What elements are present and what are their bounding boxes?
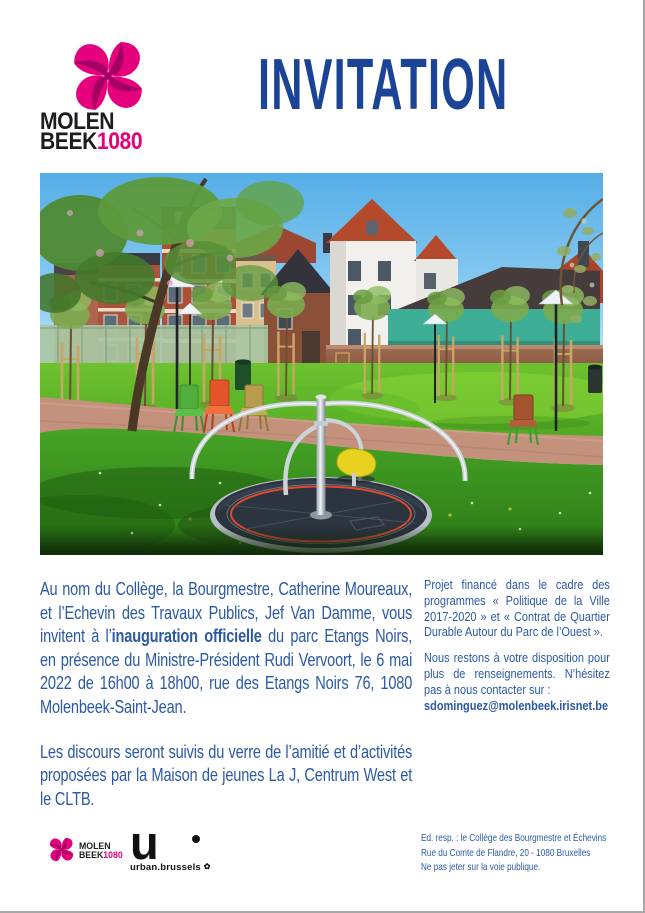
- side-paragraph-funding: Projet financé dans le cadre des programmes « Politique de la Ville 2017-2020 » et « Contrat de Quartier Durable Autour du Parc de l’Ouest ».: [424, 577, 610, 640]
- contact-email[interactable]: sdominguez@molenbeek.irisnet.be: [424, 697, 609, 713]
- paragraph-invitation: Au nom du Collège, la Bourgmestre, Catherine Moureaux, et l’Echevin des Travaux Publics, Jef Van Damme, vous invitent à l’inauguration officielle du parc Etangs Noirs, en présence du Ministre-Président Rudi Vervoort, le 6 mai 2022 de 16h00 à 18h00, rue des Etangs Noirs 76, 1080 Molenbeek-Saint-Jean.: [40, 579, 413, 717]
- logo-line-1: MOLEN: [40, 108, 115, 135]
- footer-pinwheel-icon: [46, 835, 77, 864]
- park-photo: [40, 173, 603, 555]
- iris-icon: ✿: [203, 862, 211, 871]
- footer-imprint: [421, 831, 606, 875]
- page-title: INVITATION: [258, 45, 509, 125]
- paragraph-activities: Les discours seront suivis du verre de l’amitié et d’activités proposées par la Maison de jeunes La J, Centrum West et le CLTB.: [40, 741, 413, 809]
- side-column: [424, 577, 610, 723]
- imprint-line: Ne pas jeter sur la voie publique.: [421, 861, 541, 874]
- urban-brussels-logo: [130, 816, 220, 873]
- logo-line-2: BEEK1080: [40, 128, 143, 155]
- park-photo-illustration: [40, 173, 603, 555]
- inauguration-bold: inauguration officielle: [111, 626, 262, 647]
- urban-u-letter: u: [130, 816, 159, 869]
- pinwheel-icon: [62, 34, 154, 118]
- molenbeek-logo-text: [40, 108, 143, 155]
- urban-dot-icon: [192, 835, 200, 843]
- side-paragraph-contact: Nous restons à votre disposition pour plus de renseignements. N’hésitez pas à nous contacter sur : sdominguez@molenbeek.irisnet.be: [424, 650, 610, 713]
- main-text-column: [40, 578, 412, 832]
- footer-molenbeek-logo-text: MOLEN BEEK1080: [79, 841, 123, 861]
- photo-bottom-shadow: [40, 525, 603, 555]
- urban-brussels-label: urban.brussels ✿: [130, 862, 211, 873]
- imprint-line: Rue du Comte de Flandre, 20 - 1080 Bruxelles: [421, 846, 591, 859]
- imprint-line: Ed. resp. : le Collège des Bourgmestre et Échevins: [421, 832, 607, 844]
